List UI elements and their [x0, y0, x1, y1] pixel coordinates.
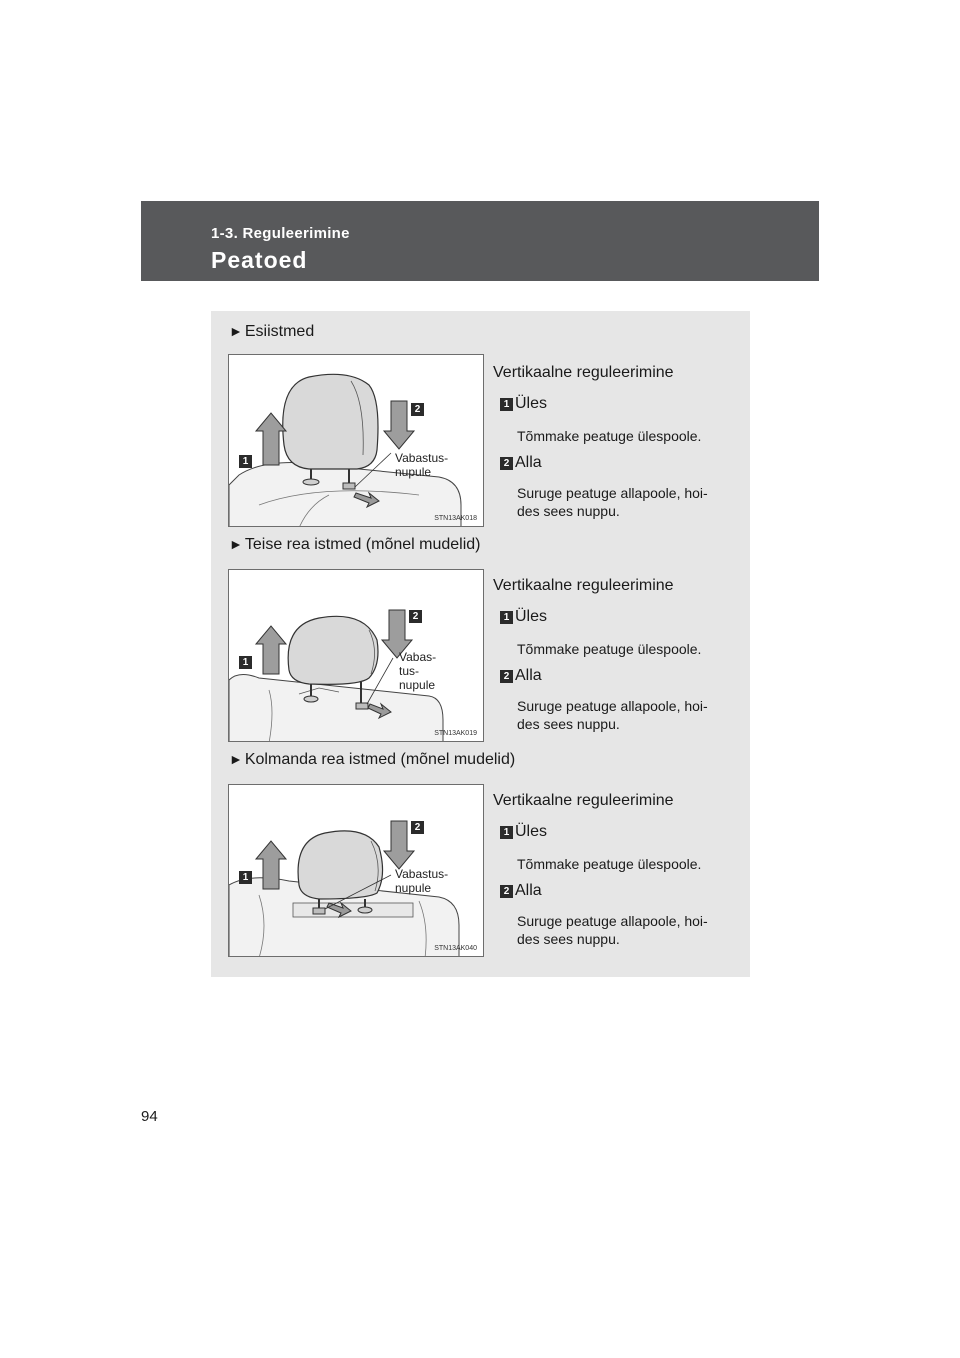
figure-badge-down: 2: [411, 821, 424, 834]
adjustment-title: Vertikaalne reguleerimine: [493, 364, 674, 381]
step-up: 1 Üles: [502, 395, 547, 413]
section-header: [141, 201, 819, 281]
step-number-badge: 1: [500, 826, 513, 839]
step-number-badge: 1: [500, 611, 513, 624]
page-number: 94: [141, 1108, 158, 1125]
pointer-triangle-icon: ►: [229, 751, 243, 767]
figure-badge-up: 1: [239, 656, 252, 669]
figure-third-row-headrest: [228, 784, 484, 957]
figure-badge-up: 1: [239, 455, 252, 468]
headrest-illustration: [229, 570, 484, 742]
pointer-triangle-icon: ►: [229, 536, 243, 552]
release-button-callout: Vabastus- nupule: [395, 451, 449, 479]
figure-badge-down: 2: [409, 610, 422, 623]
pointer-triangle-icon: ►: [229, 323, 243, 339]
step-number-badge: 1: [500, 398, 513, 411]
adjustment-title: Vertikaalne reguleerimine: [493, 792, 674, 809]
figure-code: STN13AK040: [434, 945, 477, 952]
step-down-description: Suruge peatuge allapoole, hoi- des sees nuppu.: [517, 913, 708, 947]
step-up-description: Tõmmake peatuge ülespoole.: [517, 428, 702, 444]
figure-code: STN13AK019: [434, 730, 477, 737]
step-down: 2 Alla: [502, 667, 542, 685]
step-up: 1 Üles: [502, 608, 547, 626]
figure-code: STN13AK018: [434, 515, 477, 522]
figure-second-row-headrest: [228, 569, 484, 742]
adjustment-title: Vertikaalne reguleerimine: [493, 577, 674, 594]
step-up-description: Tõmmake peatuge ülespoole.: [517, 641, 702, 657]
figure-badge-up: 1: [239, 871, 252, 884]
release-button-callout: Vabastus- nupule: [395, 867, 449, 895]
figure-badge-down: 2: [411, 403, 424, 416]
block-heading: ► Kolmanda rea istmed (mõnel mudelid): [229, 751, 516, 768]
step-down-description: Suruge peatuge allapoole, hoi- des sees nuppu.: [517, 485, 708, 519]
page-title: Peatoed: [211, 247, 308, 273]
release-button-callout: Vabas- tus- nupule: [399, 650, 437, 692]
section-label: 1-3. Reguleerimine: [211, 225, 350, 242]
block-heading: ► Teise rea istmed (mõnel mudelid): [229, 536, 481, 553]
content-panel: [211, 311, 750, 977]
step-down-description: Suruge peatuge allapoole, hoi- des sees nuppu.: [517, 698, 708, 732]
step-up: 1 Üles: [502, 823, 547, 841]
step-number-badge: 2: [500, 885, 513, 898]
block-heading: ► Esiistmed: [229, 323, 315, 340]
headrest-illustration: [229, 355, 484, 527]
step-up-description: Tõmmake peatuge ülespoole.: [517, 856, 702, 872]
step-down: 2 Alla: [502, 882, 542, 900]
step-down: 2 Alla: [502, 454, 542, 472]
step-number-badge: 2: [500, 670, 513, 683]
figure-front-headrest: [228, 354, 484, 527]
step-number-badge: 2: [500, 457, 513, 470]
